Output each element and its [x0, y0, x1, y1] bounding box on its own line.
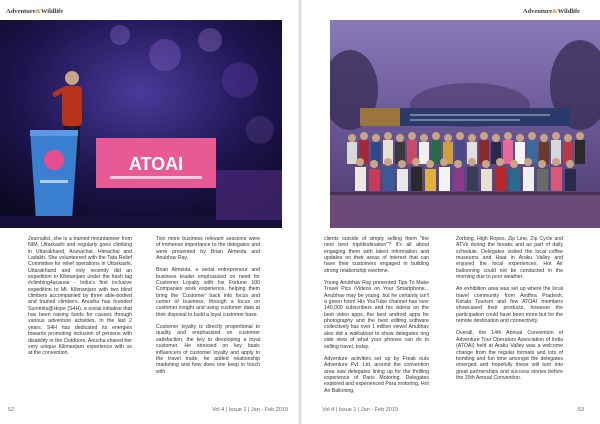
right-page-number: 53 — [577, 407, 584, 413]
paragraph: Overall, the 14th Annual Convention of Adventure Tour Operators Association of India (ATOAI) held at Araku Valley was a welcome change from the regular formats and lots of bonding and fun time amongst the delegates emerged and hopefully these will turn into great partnerships and success stories before the 15th Annual Convention. — [456, 330, 563, 381]
masthead-word-adventure: Adventure — [6, 8, 36, 15]
masthead-word-adventure: Adventure — [522, 8, 553, 15]
masthead-word-wildlife: Wildlife — [40, 8, 64, 15]
right-page — [300, 0, 600, 424]
right-masthead — [523, 8, 580, 15]
left-page-column-2 — [156, 236, 260, 381]
paragraph: Two more business relevant sessions were of immense importance to the delegates and were presented by Brian Almeida and Anubhav Ray. — [156, 236, 260, 262]
masthead-word-wildlife: Wildlife — [557, 8, 580, 15]
lectern — [30, 130, 78, 220]
paragraph: Young Anubhav Ray presented Tips To Make Travel Pics /Videos on Your Smartphone... Anubhav may be young, but he certainly isn't a green horn! His YouTube channel has over 140,000 subscribers and his videos on the best video apps, the best android apps for photography and the best editing software collectively has over 1 million views! Anubhav also did a walkabout to show delegates ring side view of what your phones can do to selling travel, today. — [324, 280, 429, 350]
speaker-stage-photo-graphic — [0, 20, 282, 228]
paragraph: clients outside of simply selling them "the next best trip/destination"? It's all about engaging them with latest information and updates on their areas of interest that can have their customers engaged in building strong relationship overtime. — [324, 236, 429, 274]
left-issue-line: Vol 4 | Issue 1 | Jan - Feb 2019 — [212, 407, 288, 413]
banner-text: ATOAI — [128, 154, 184, 174]
masthead-ampersand: & — [552, 8, 558, 15]
paragraph: Brian Almeida, a serial entrepreneur and business leader emphasized on need for Customer Loyalty with his Fortune 100 Companies work experience, helping them bring the 'Customer' back into focus and center of business, through a focus on customer insight and using customer data at their disposal to build a loyal customer base. — [156, 267, 260, 318]
left-masthead — [6, 8, 63, 15]
event-banner — [360, 108, 570, 126]
left-page-number: 52 — [8, 407, 15, 413]
right-page-column-1 — [324, 236, 429, 400]
spine-gutter — [298, 0, 302, 424]
atoai-banner — [96, 138, 216, 188]
paragraph: An exhibition area was set up where the local travel community from Andhra Pradesh, Kerala Tourism and few ATOAI members showcased their products, however the participation could have been more but for the remote destination and connectivity. — [456, 286, 563, 325]
masthead-ampersand: & — [35, 8, 41, 15]
left-page-column-1 — [28, 236, 132, 363]
speaker-stage-photo — [0, 20, 282, 228]
paragraph: Journalist, she is a trained mountaineer from NIM, Uttarkashi and regularly goes climbing in Uttarakhand, Arunachal, Himachal and Ladakh. She volunteered with the Tata Relief Committee for relief operations in Uttarkashi, Uttarakhand and only recently did an expedition to Kilimanjaro under the hash tag #climbing4acause - India's first inclusive expedition to Mt. Kilimanjaro with two blind climbers accompanied by three able-bodied and trained climbers. Anusha has founded Summits@Hope (S4H), a social initiative that has been raising funds for causes through various adventure activities. In the last 2 years, S4H has dedicated its energies towards promoting inclusion of persons with disability in the Outdoors. Anusha shared her very unique Kilimanjaro experience with us at the convention. — [28, 236, 132, 357]
paragraph: Adventure activities set up by Freak outs Adventure Pvt. Ltd. around the convention area saw delegates lining up for the thrilling experience of Paris Motoring. Delegates explored and experienced Para motoring, Hot Air Balloning, — [324, 355, 429, 394]
right-page-column-2 — [456, 236, 563, 387]
group-photo-graphic — [330, 20, 600, 228]
group-photo — [330, 20, 600, 228]
right-issue-line: Vol 4 | Issue 1 | Jan - Feb 2019 — [322, 407, 398, 413]
paragraph: Customer loyalty is directly proportional to quality and emphasized on customer satisfaction, the key to developing a loyal customer. He stressed on key basic influencers of customer loyalty and apply to the travel trade, he added relationship marketing and how does one keep in touch with — [156, 324, 260, 375]
paragraph: Zorbing, High Ropes, Zip Line, Zip Cycle and ATVs during the breaks and as part of daily schedule. Delegates visited the local coffee museums and Haat in Araku Valley and enjoyed the local experiences. Hot Air ballooning could not be conducted in the morning due to poor weather. — [456, 236, 563, 281]
